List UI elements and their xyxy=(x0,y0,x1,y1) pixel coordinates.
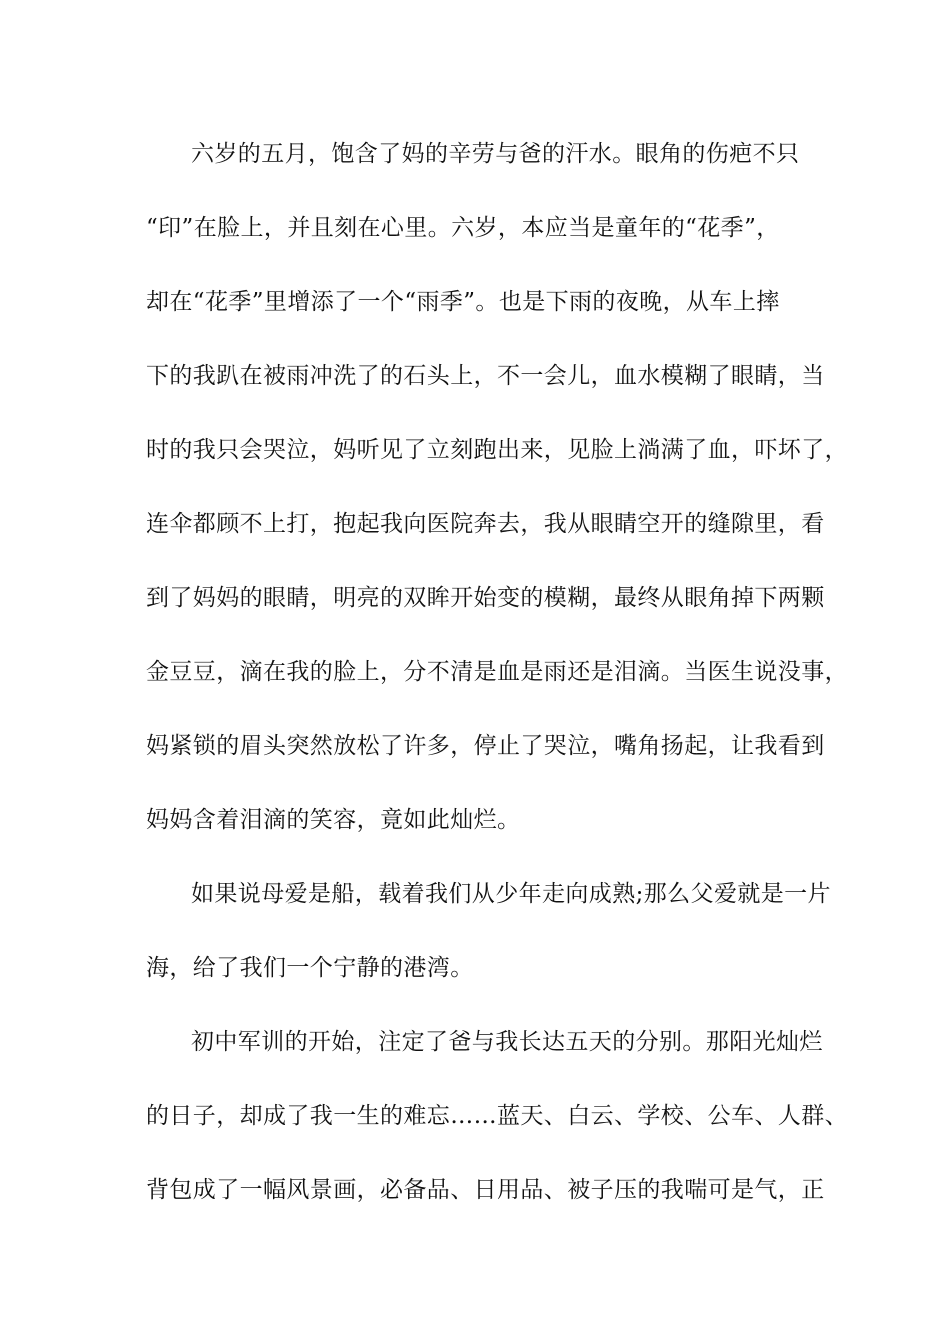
paragraph-2-line-1: 如果说母爱是船，载着我们从少年走向成熟;那么父爱就是一片 xyxy=(191,881,831,907)
paragraph-3-line-3: 背包成了一幅风景画，必备品、日用品、被子压的我喘可是气，正 xyxy=(146,1177,825,1203)
paragraph-1-line-8: 金豆豆，滴在我的脸上，分不清是血是雨还是泪滴。当医生说没事， xyxy=(146,659,848,685)
paragraph-1-line-9: 妈紧锁的眉头突然放松了许多，停止了哭泣，嘴角扬起，让我看到 xyxy=(146,733,825,759)
paragraph-1-line-2: “印”在脸上，并且刻在心里。六岁，本应当是童年的“花季”， xyxy=(146,215,780,241)
paragraph-1-line-4: 下的我趴在被雨冲洗了的石头上，不一会儿，血水模糊了眼睛，当 xyxy=(146,363,825,389)
paragraph-3-line-2: 的日子，却成了我一生的难忘……蓝天、白云、学校、公车、人群、 xyxy=(146,1103,848,1129)
paragraph-1-line-10: 妈妈含着泪滴的笑容，竟如此灿烂。 xyxy=(146,807,521,833)
paragraph-1-line-6: 连伞都顾不上打，抱起我向医院奔去，我从眼睛空开的缝隙里，看 xyxy=(146,511,825,537)
paragraph-1-line-1: 六岁的五月，饱含了妈的辛劳与爸的汗水。眼角的伤疤不只 xyxy=(191,141,800,167)
paragraph-1-line-5: 时的我只会哭泣，妈听见了立刻跑出来，见脸上淌满了血，吓坏了， xyxy=(146,437,848,463)
paragraph-2-line-2: 海，给了我们一个宁静的港湾。 xyxy=(146,955,474,981)
body-text xyxy=(146,132,848,1242)
paragraph-1-line-3: 却在“花季”里增添了一个“雨季”。也是下雨的夜晚，从车上摔 xyxy=(146,289,780,315)
paragraph-1-line-7: 到了妈妈的眼睛，明亮的双眸开始变的模糊，最终从眼角掉下两颗 xyxy=(146,585,825,611)
paragraph-3-line-1: 初中军训的开始，注定了爸与我长达五天的分别。那阳光灿烂 xyxy=(191,1029,823,1055)
